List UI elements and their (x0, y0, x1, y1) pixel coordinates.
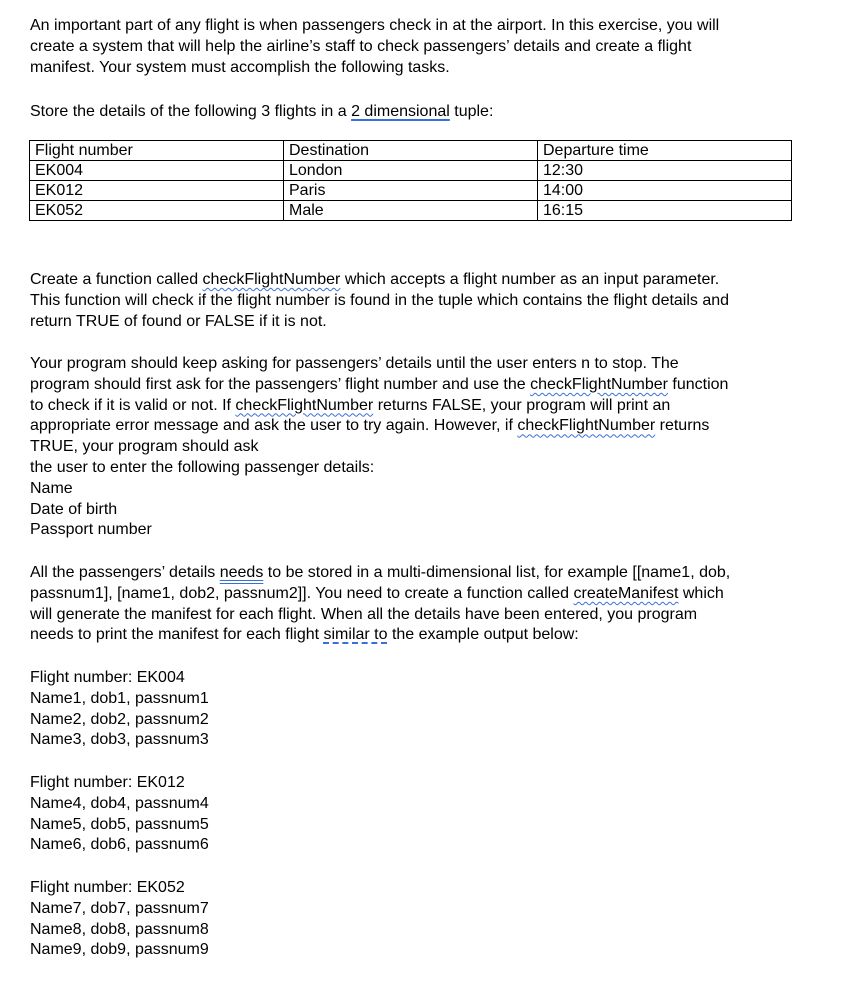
text-run: return TRUE of found or FALSE if it is not. (30, 312, 327, 330)
text-run: Your program should keep asking for passengers’ details until the user enters n to stop. The (30, 355, 679, 372)
example-output-ek012 (30, 773, 830, 856)
text-run: Name7, dob7, passnum7 (30, 899, 209, 917)
header-destination: Destination (284, 141, 538, 161)
intro-paragraph (30, 16, 830, 78)
text-run: Flight number: EK052 (30, 879, 185, 896)
text-line (30, 479, 830, 500)
table-row (30, 161, 792, 181)
cell-destination: London (284, 161, 538, 181)
text-run: Store the details of the following 3 flights in a (30, 103, 352, 120)
text-line (30, 899, 830, 920)
text-line (30, 396, 830, 417)
cell-departure-time: 12:30 (538, 161, 792, 181)
text-run: Name2, dob2, passnum2 (30, 710, 209, 728)
cell-flight-number: EK052 (30, 201, 284, 221)
text-line (30, 58, 830, 79)
text-line (30, 625, 830, 646)
store-instruction (30, 102, 830, 123)
example-output-ek052 (30, 878, 830, 961)
spellcheck-flagged-text[interactable]: checkFlightNumber (517, 417, 656, 435)
text-run: will generate the manifest for each flight. When all the details have been entered, you program (30, 605, 698, 623)
text-run: returns (655, 417, 710, 435)
table-header-row (30, 141, 792, 161)
cell-departure-time: 16:15 (538, 201, 792, 221)
text-run: Create a function called (30, 271, 203, 288)
text-run: TRUE, your program should ask (30, 438, 259, 456)
text-line (30, 437, 830, 458)
text-run: Name6, dob6, passnum6 (30, 836, 209, 854)
text-line (30, 710, 830, 731)
text-run: which (678, 584, 724, 602)
text-line (30, 563, 830, 584)
text-line (30, 500, 830, 521)
cell-destination: Male (284, 201, 538, 221)
text-run: Passport number (30, 521, 152, 539)
text-run: returns FALSE, your program will print an (373, 396, 671, 414)
text-run: the user to enter the following passenger details: (30, 458, 375, 476)
text-line (30, 354, 830, 375)
text-line (30, 878, 830, 899)
text-run: to check if it is valid or not. If (30, 396, 236, 414)
text-line (30, 668, 830, 689)
text-line (30, 16, 830, 37)
spellcheck-flagged-text[interactable]: 2 dimensional (351, 103, 450, 120)
text-line (30, 584, 830, 605)
text-line (30, 794, 830, 815)
text-line (30, 773, 830, 794)
text-line (30, 102, 830, 123)
header-departure-time: Departure time (538, 141, 792, 161)
cell-flight-number: EK012 (30, 181, 284, 201)
text-line (30, 940, 830, 961)
manifest-paragraph (30, 563, 830, 646)
text-run: Name4, dob4, passnum4 (30, 794, 209, 812)
text-run: All the passengers’ details (30, 564, 220, 581)
spellcheck-flagged-text[interactable]: createManifest (573, 584, 679, 602)
text-line (30, 458, 830, 479)
text-line (30, 835, 830, 856)
text-run: manifest. Your system must accomplish the following tasks. (30, 58, 450, 76)
text-line (30, 312, 830, 333)
text-line (30, 375, 830, 396)
text-line (30, 605, 830, 626)
text-run: This function will check if the flight number is found in the tuple which contains the flight details and (30, 291, 730, 309)
text-run: Name3, dob3, passnum3 (30, 731, 209, 749)
text-line (30, 520, 830, 541)
text-run: Name (30, 479, 73, 497)
text-run: appropriate error message and ask the user to try again. However, if (30, 417, 518, 435)
spellcheck-flagged-text[interactable]: needs (219, 564, 264, 581)
header-flight-number: Flight number (30, 141, 284, 161)
text-run: which accepts a flight number as an input parameter. (340, 271, 720, 288)
cell-destination: Paris (284, 181, 538, 201)
text-run: function (667, 375, 729, 393)
flights-table (29, 140, 792, 221)
check-function-paragraph (30, 270, 830, 332)
text-run: Name1, dob1, passnum1 (30, 689, 209, 707)
table-row (30, 201, 792, 221)
spellcheck-flagged-text[interactable]: checkFlightNumber (235, 396, 374, 414)
text-line (30, 270, 830, 291)
text-line (30, 730, 830, 751)
example-output-ek004 (30, 668, 830, 751)
text-run: Name8, dob8, passnum8 (30, 920, 209, 938)
text-line (30, 37, 830, 58)
text-run: needs to print the manifest for each flight (30, 626, 324, 644)
text-line (30, 291, 830, 312)
text-run: program should first ask for the passengers’ flight number and use the (30, 375, 531, 393)
spellcheck-flagged-text[interactable]: checkFlightNumber (530, 375, 668, 393)
text-run: Name9, dob9, passnum9 (30, 941, 209, 959)
text-run: Date of birth (30, 500, 118, 518)
cell-departure-time: 14:00 (538, 181, 792, 201)
text-run: Flight number: EK012 (30, 774, 185, 791)
spellcheck-flagged-text[interactable]: similar to (323, 626, 388, 644)
cell-flight-number: EK004 (30, 161, 284, 181)
text-line (30, 689, 830, 710)
spellcheck-flagged-text[interactable]: checkFlightNumber (202, 271, 341, 288)
text-line (30, 815, 830, 836)
text-run: to be stored in a multi-dimensional list, for example [[name1, dob, (263, 564, 731, 581)
text-run: Flight number: EK004 (30, 669, 185, 686)
text-line (30, 920, 830, 941)
text-run: the example output below: (387, 626, 579, 644)
text-line (30, 416, 830, 437)
input-loop-paragraph (30, 354, 830, 541)
text-run: passnum1], [name1, dob2, passnum2]]. You need to create a function called (30, 584, 574, 602)
table-row (30, 181, 792, 201)
text-run: An important part of any flight is when passengers check in at the airport. In this exercise, you will (30, 17, 720, 34)
text-run: tuple: (449, 103, 494, 120)
text-run: create a system that will help the airline’s staff to check passengers’ details and create a flight (30, 37, 692, 55)
text-run: Name5, dob5, passnum5 (30, 815, 209, 833)
